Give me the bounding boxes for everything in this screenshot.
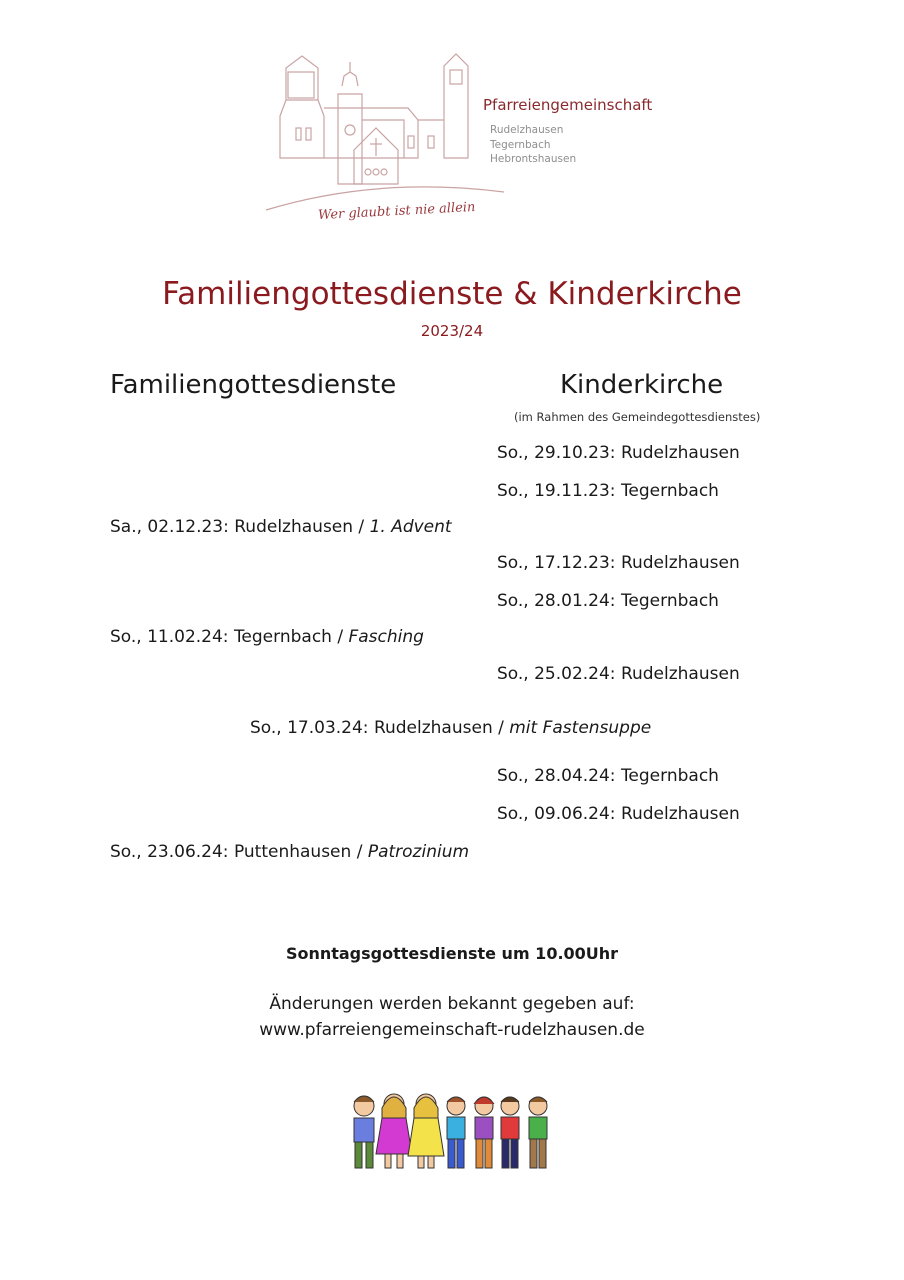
schedule-entry [497,553,740,573]
entry-text: So., 25.02.24: Rudelzhausen [497,664,740,684]
logo-motto: Wer glaubt ist nie allein [317,199,476,224]
entry-note: 1. Advent [369,517,452,537]
entry-note: Fasching [348,627,424,647]
entry-note: mit Fastensuppe [509,718,652,738]
schedule-entry [250,718,651,738]
entry-text: So., 09.06.24: Rudelzhausen [497,804,740,824]
logo-place: Tegernbach [490,139,551,151]
entry-note: Patrozinium [367,842,470,862]
schedule-entry [110,627,424,647]
column-note: (im Rahmen des Gemeindegottesdienstes) [514,410,761,424]
logo-parish-name: Pfarreiengemeinschaft [483,96,653,114]
schedule-entry [497,664,740,684]
service-time-note: Sonntagsgottesdienste um 10.00Uhr [285,944,619,963]
entry-text: Sa., 02.12.23: Rudelzhausen / [110,517,370,537]
column-heading-familiengottesdienste: Familiengottesdienste [110,370,397,400]
logo-place: Rudelzhausen [490,124,564,136]
children-holding-hands-icon [342,1088,564,1180]
logo-place: Hebrontshausen [490,153,577,165]
changes-note: Änderungen werden bekannt gegeben auf: [269,994,635,1014]
entry-text: So., 17.12.23: Rudelzhausen [497,553,740,573]
entry-text: So., 28.01.24: Tegernbach [497,591,719,611]
schedule-entry [497,804,740,824]
entry-text: So., 17.03.24: Rudelzhausen / [250,718,510,738]
schedule-entry [497,443,740,463]
entry-text: So., 11.02.24: Tegernbach / [110,627,349,647]
schedule-entry [497,481,719,501]
page-subtitle-year: 2023/24 [420,322,484,340]
entry-text: So., 28.04.24: Tegernbach [497,766,719,786]
entry-text: So., 23.06.24: Puttenhausen / [110,842,368,862]
entry-text: So., 19.11.23: Tegernbach [497,481,719,501]
church-logo-icon [258,48,508,218]
website-link[interactable]: www.pfarreiengemeinschaft-rudelzhausen.de [259,1020,645,1040]
schedule-entry [110,517,452,537]
schedule-entry [497,591,719,611]
page-title: Familiengottesdienste & Kinderkirche [162,276,742,312]
entry-text: So., 29.10.23: Rudelzhausen [497,443,740,463]
column-heading-kinderkirche: Kinderkirche [560,370,724,400]
schedule-entry [497,766,719,786]
schedule-entry [110,842,469,862]
